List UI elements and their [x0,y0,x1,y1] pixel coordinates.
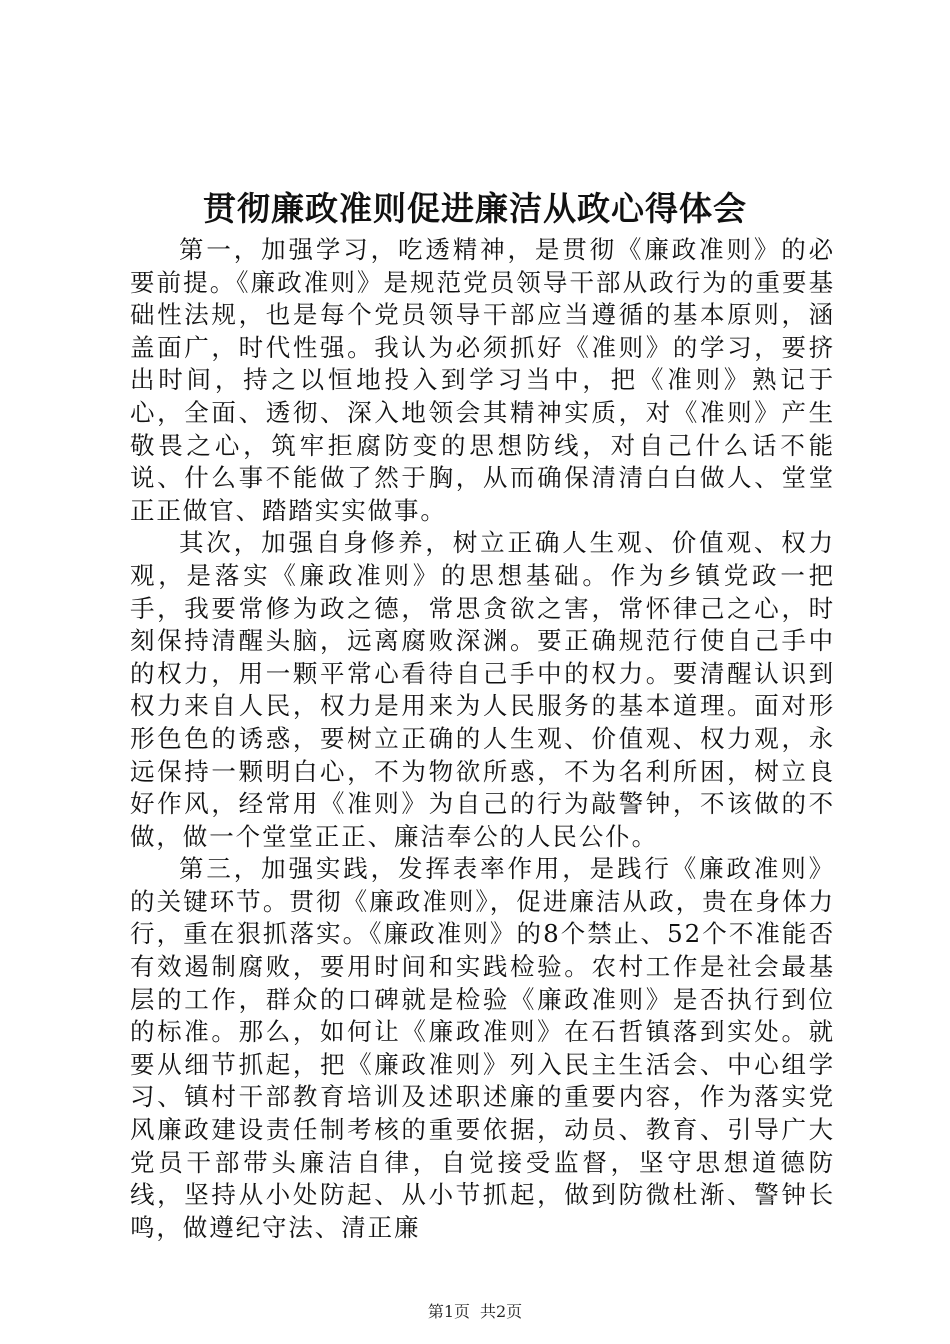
page-number: 第1页 [427,1302,470,1321]
document-body [130,234,835,1244]
page-total: 共2页 [480,1302,523,1321]
paragraph-3: 第三，加强实践，发挥表率作用，是践行《廉政准则》的关键环节。贯彻《廉政准则》，促进廉洁从政，贵在身体力行，重在狠抓落实。《廉政准则》的8个禁止、52个不准能否有效遏制腐败，要用时间和实践检验。农村工作是社会最基层的工作，群众的口碑就是检验《廉政准则》是否执行到位的标准。那么，如何让《廉政准则》在石哲镇落到实处。就要从细节抓起，把《廉政准则》列入民主生活会、中心组学习、镇村干部教育培训及述职述廉的重要内容，作为落实党风廉政建设责任制考核的重要依据，动员、教育、引导广大党员干部带头廉洁自律，自觉接受监督，坚守思想道德防线，坚持从小处防起、从小节抓起，做到防微杜渐、警钟长鸣，做遵纪守法、清正廉 [130,854,835,1242]
paragraph-1: 第一，加强学习，吃透精神，是贯彻《廉政准则》的必要前提。《廉政准则》是规范党员领导干部从政行为的重要基础性法规，也是每个党员领导干部应当遵循的基本原则，涵盖面广，时代性强。我认为必须抓好《准则》的学习，要挤出时间，持之以恒地投入到学习当中，把《准则》熟记于心，全面、透彻、深入地领会其精神实质，对《准则》产生敬畏之心，筑牢拒腐防变的思想防线，对自己什么话不能说、什么事不能做了然于胸，从而确保清清白白做人、堂堂正正做官、踏踏实实做事。 [130,235,835,525]
page-footer [0,1302,950,1322]
paragraph-2: 其次，加强自身修养，树立正确人生观、价值观、权力观，是落实《廉政准则》的思想基础。作为乡镇党政一把手，我要常修为政之德，常思贪欲之害，常怀律己之心，时刻保持清醒头脑，远离腐败深渊。要正确规范行使自己手中的权力，用一颗平常心看待自己手中的权力。要清醒认识到权力来自人民，权力是用来为人民服务的基本道理。面对形形色色的诱惑，要树立正确的人生观、价值观、权力观，永远保持一颗明白心，不为物欲所惑，不为名利所困，树立良好作风，经常用《准则》为自己的行为敲警钟，不该做的不做，做一个堂堂正正、廉洁奉公的人民公仆。 [130,528,835,851]
document-title: 贯彻廉政准则促进廉洁从政心得体会 [203,189,747,228]
